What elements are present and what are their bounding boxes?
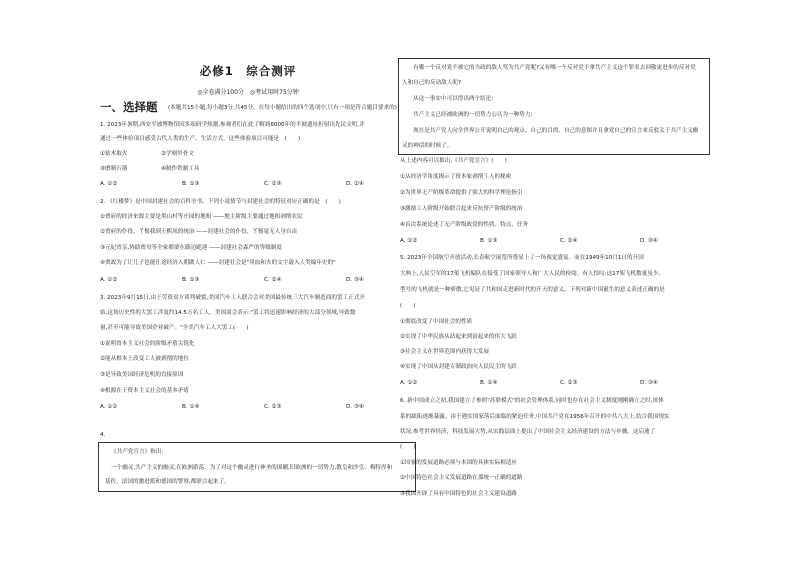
q2-option-b[interactable]: B. ①③ [182,277,200,283]
q5-choice: ②实现了中华民族从站起来到富起来的伟大飞跃 [400,334,517,340]
q3-line: 3. 2023年9月15日,由于劳资双方谈判破裂,美国汽车工人联合会对美国最传统三大汽车制造商的罢工正式开 [100,295,365,301]
q5-choice: ①彻底改变了中国社会的性质 [400,319,473,325]
q4-quote-line: 一个幽灵,共产主义的幽灵,在欧洲游荡。为了对这个幽灵进行神圣的围剿,旧欧洲的一切势力,教皇和沙皇、梅特涅和 [111,465,393,471]
q6-choice: ③我国开辟了具有中国特色的社会主义建设道路 [400,491,517,497]
q2-option-d[interactable]: D. ③④ [346,277,364,283]
q4-stem: 从上述内容可以推出,《共产党宣言》( ) [400,158,507,164]
q2-option-a[interactable]: A. ①② [100,277,118,283]
q4-quote-line: 人和自己的反动敌人呢? [402,80,461,86]
q4-quote-box-cont [398,58,710,155]
q3-option-d[interactable]: D. ③④ [346,404,364,410]
q2-line: 2. 《红楼梦》是中国封建社会的百科全书。下列小说情节与封建社会的特征对应正确的是 ( ) [100,199,341,205]
q3-option-b[interactable]: B. ①④ [182,404,200,410]
q1-choice: ③磨制石器 ④制作铁制工具 [100,166,200,172]
q5-option-d[interactable]: D. ③④ [640,380,658,386]
q5-line: 型号的飞机就是一种骄傲,它见证了共和国走进新时代的开天的意义。下列对新中国诞生的意义表述正确的是 [400,287,665,293]
q2-choice: ①贾府的经济来源主要是黑山村等庄园的地租 ——地主阶级主要通过地租剥削农民 [100,214,303,220]
q3-choice: ②能从根本上改变工人被剥削的地位 [100,356,189,362]
q4-choice: ①从经济学角度揭示了资本家剥削工人的秘密 [400,174,512,180]
q1-line: 1. 2023年暑期,西安半坡博物馆因多项研学热潮,参观者们在此了解到6000年的半坡遗址折射出先民文明,并 [100,122,365,128]
q3-option-a[interactable]: A. ①② [100,404,118,410]
q4-option-d[interactable]: D. ③④ [640,238,658,244]
q4-quote-box [98,442,416,492]
q1-choice: ①钻木取火 ②学刻甲骨文 [100,151,194,157]
q5-choice: ④实现了中国从封建专制政治向人民民主的飞跃 [400,364,517,370]
q4-quote-line: 现在是共产党人向全世界公开说明自己的观点、自己的目的、自己的意图并且拿党自己的宣言来反驳关于共产主义幽 [413,128,699,134]
q5-line: 大典上,人民空军的17架飞机编队在接受了国家领导人和广大人民的检阅。有人惊叹:这17架飞机数量虽少, [400,271,661,277]
q2-choice: ②贾府的仆役、丫鬟我到王熙凤的统治 ——封建社会的仆役、丫鬟毫无人身自由 [100,229,297,235]
q4-choice: ②为世界无产阶级革命提供了强大的科学理论指引 [400,190,523,196]
q6-line: 状况,参考世界经济、科技发展大势,从实践层面上提出了中国社会主义经济建设的方法与步骤。这启迪了 [400,429,656,435]
q4-option-c[interactable]: C. ②④ [560,238,578,244]
q4-option-a[interactable]: A. ①② [400,238,418,244]
q3-choice: ①说明资本主义社会的阶级矛盾尖锐化 [100,341,195,347]
q1-line: 通过一些体验项目感受古代人类的生产、生活方式。这些体验项目可能是 ( ) [100,136,301,142]
q6-choice: ①国家的发展道路必须与本国的具体实际相适应 [400,460,517,466]
q5-option-c[interactable]: C. ②③ [560,380,578,386]
q5-line: ( ) [400,303,416,309]
q6-line: ( ) [400,444,416,450]
q3-choice: ③是导致美国经济危机的直接原因 [100,372,184,378]
q6-line: 系的缺陷逐渐暴露。由于遇实国家落后面临的紧迫任务,中国共产党在1956年召开的中共八大上,结合我国现实 [400,414,670,420]
q4-quote-line: 从这一事实中可以得出两个结论: [413,96,494,102]
page-title: 必修1 综合测评 [199,64,297,78]
q1-option-d[interactable]: D. ②④ [346,181,364,187]
q4-quote-line: 基佐、法国的激进派和德国的警察,都联合起来了。 [105,479,230,485]
q1-option-b[interactable]: B. ①③ [182,181,200,187]
q2-choice: ③元妃省亲,协助贾母等全家都要在路边跪迎 ——封建社会森严的等级制度 [100,245,282,251]
q4-quote-line: 《共产党宣言》指出: [111,449,164,455]
q5-option-a[interactable]: A. ①② [400,380,418,386]
q1-option-c[interactable]: C. ②③ [264,181,282,187]
q3-choice: ④根源在于资本主义社会的基本矛盾 [100,388,189,394]
q2-choice: ④贾政为了让儿子也能仕途经济入朝做人仁 ——封建社会是"用血和火的文字载入人类编年史的" [100,260,336,266]
q4-option-b[interactable]: B. ①③ [480,238,498,244]
q5-option-b[interactable]: B. ①④ [480,380,498,386]
q2-option-c[interactable]: C. ②④ [264,277,282,283]
q6-choice: ②中国特色社会主义发展道路在那统一正确的道路 [400,475,523,481]
exam-meta: ◎全卷满分100分 ◎考试用时75分钟 [197,89,299,96]
q4-number: 4. [100,432,106,438]
q4-choice: ④首次系统论述了无产阶级政党的性质、特点、任务 [400,222,529,228]
q4-quote-line: 灵的神话的时候了。 [402,143,453,149]
q4-choice: ③激励工人阶级开始联合起来反抗资产阶级的统治 [400,206,523,212]
section-note: (本题共15小题,每小题3分,共45分。在每小题给出的四个选项中,只有一项是符合题目要求的) [168,105,397,111]
q3-line: 始,这场历史性的大罢工涉及约14.5万名工人。美国商会表示:"罢工将迅速影响经济的大部分领域,导致数 [100,310,356,316]
q4-quote-line: 共产主义已经被欧洲的一切势力公认为一种势力; [413,112,533,118]
q1-option-a[interactable]: A. ①② [100,181,118,187]
q4-quote-line: 有哪一个反对党不被它的当政的敌人骂为共产党呢?又有哪一个反对党不拿共产主义这个罪名去回敬更进步的反对党 [413,65,696,71]
section-heading: 一、选择题 [100,100,158,114]
q5-line: 5. 2023年全国航空开放活动,长春航空展览所尊显上了一场视觉盛宴。而在1949年10月1日的开国 [400,255,644,261]
q3-option-c[interactable]: C. ②③ [264,404,282,410]
q6-line: 6. 新中国成立之初,我国建立了参照"苏联模式"的社会管理体系,同时也存在社会主义制度刚刚确立之时,该体 [400,398,664,404]
q5-choice: ③社会主义在世界范围内获得大发展 [400,349,489,355]
q3-line: 量,甚至可能导致美国企业破产。"全美汽车工人大罢工( ) [100,325,249,331]
